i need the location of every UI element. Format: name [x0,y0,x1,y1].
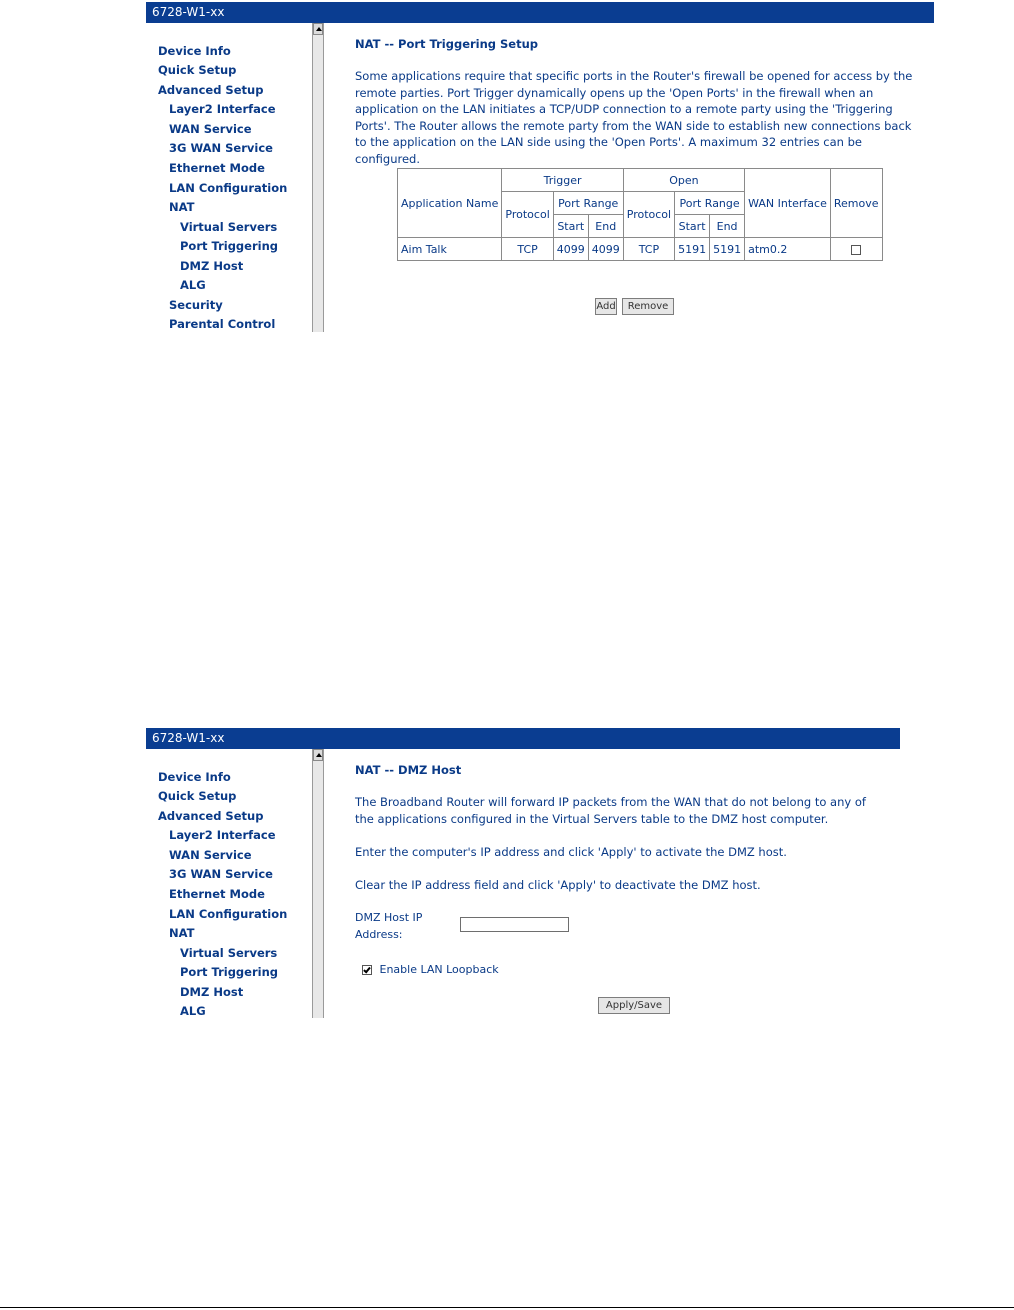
nav-virtual-servers[interactable]: Virtual Servers [180,946,278,960]
port-triggering-screenshot [146,2,934,332]
nav-3g-wan-service[interactable]: 3G WAN Service [169,867,273,881]
col-header-remove: Remove [830,169,882,238]
nav-layer2-interface[interactable]: Layer2 Interface [169,102,276,116]
remove-button[interactable]: Remove [622,298,674,315]
nav-device-info[interactable]: Device Info [158,770,231,784]
col-header-open-end: End [710,215,745,238]
col-header-trigger-start: Start [553,215,588,238]
cell-wan-interface: atm0.2 [745,238,831,261]
loopback-label: Enable LAN Loopback [379,963,499,976]
scroll-up-arrow-icon[interactable] [313,749,323,761]
nav-layer2-interface[interactable]: Layer2 Interface [169,828,276,842]
nav-ethernet-mode[interactable]: Ethernet Mode [169,161,265,175]
cell-open-start: 5191 [675,238,710,261]
cell-application-name: Aim Talk [398,238,502,261]
window-title-bar [146,728,900,749]
col-header-open-port-range: Port Range [675,192,745,215]
page-title: NAT -- DMZ Host [355,763,462,777]
nav-parental-control[interactable]: Parental Control [169,317,276,331]
nav-lan-configuration[interactable]: LAN Configuration [169,907,288,921]
window-title: 6728-W1-xx [152,5,225,19]
table-row [398,238,883,261]
col-header-open-start: Start [675,215,710,238]
cell-trigger-protocol: TCP [502,238,553,261]
col-header-trigger: Trigger [502,169,623,192]
dmz-ip-label-line1: DMZ Host IP [355,911,423,924]
apply-save-button[interactable]: Apply/Save [598,997,670,1014]
nav-advanced-setup[interactable]: Advanced Setup [158,83,264,97]
window-title-bar [146,2,934,23]
nav-dmz-host[interactable]: DMZ Host [180,985,244,999]
nav-3g-wan-service[interactable]: 3G WAN Service [169,141,273,155]
remove-checkbox[interactable] [851,245,861,255]
dmz-ip-label-line2: Address: [355,927,403,941]
nav-quick-setup[interactable]: Quick Setup [158,63,237,77]
sidebar-scrollbar[interactable] [312,23,324,332]
col-header-trigger-port-range: Port Range [553,192,623,215]
nav-security[interactable]: Security [169,298,223,312]
page-bottom-rule [0,1307,1014,1308]
dmz-host-screenshot [146,728,900,1018]
loopback-row [362,963,499,976]
nav-ethernet-mode[interactable]: Ethernet Mode [169,887,265,901]
nav-lan-configuration[interactable]: LAN Configuration [169,181,288,195]
nav-wan-service[interactable]: WAN Service [169,122,252,136]
nav-nat[interactable]: NAT [169,926,195,940]
col-header-trigger-end: End [588,215,623,238]
nav-nat[interactable]: NAT [169,200,195,214]
loopback-checkbox[interactable] [362,965,372,975]
col-header-application-name: Application Name [398,169,502,238]
scroll-up-arrow-icon[interactable] [313,23,323,35]
page-title: NAT -- Port Triggering Setup [355,37,539,51]
col-header-open: Open [623,169,744,192]
nav-wan-service[interactable]: WAN Service [169,848,252,862]
activate-instructions: Enter the computer's IP address and click 'Apply' to activate the DMZ host. [355,845,787,859]
nav-port-triggering[interactable]: Port Triggering [180,965,278,979]
cell-open-protocol: TCP [623,238,674,261]
dmz-ip-label [355,910,422,943]
nav-virtual-servers[interactable]: Virtual Servers [180,220,278,234]
window-title: 6728-W1-xx [152,731,225,745]
nav-dmz-host[interactable]: DMZ Host [180,259,244,273]
sidebar-scrollbar[interactable] [312,749,324,1018]
nav-port-triggering[interactable]: Port Triggering [180,239,278,253]
nav-quick-setup[interactable]: Quick Setup [158,789,237,803]
cell-trigger-end: 4099 [588,238,623,261]
nav-alg[interactable]: ALG [180,278,206,292]
col-header-wan-interface: WAN Interface [745,169,831,238]
deactivate-instructions: Clear the IP address field and click 'Apply' to deactivate the DMZ host. [355,878,761,892]
cell-remove [830,238,882,261]
port-triggering-table [397,168,883,261]
cell-open-end: 5191 [710,238,745,261]
add-button[interactable]: Add [595,298,617,315]
col-header-trigger-protocol: Protocol [502,192,553,238]
dmz-ip-input[interactable] [460,917,569,932]
col-header-open-protocol: Protocol [623,192,674,238]
description-text: Some applications require that specific ports in the Router's firewall be opened for access by the remote parties. Port Trigger dynamically opens up the 'Open Ports' in the firewall when an application on the LAN initiates a TCP/UDP connection to a remote party using the 'Triggering Ports'. The Router allows the remote party from the WAN side to establish new connections back to the application on the LAN side using the 'Open Ports'. A maximum 32 entries can be configured. [355,69,913,166]
description-text: The Broadband Router will forward IP packets from the WAN that do not belong to any of the applications configured in the Virtual Servers table to the DMZ host computer. [355,795,866,826]
nav-advanced-setup[interactable]: Advanced Setup [158,809,264,823]
nav-device-info[interactable]: Device Info [158,44,231,58]
nav-alg[interactable]: ALG [180,1004,206,1018]
cell-trigger-start: 4099 [553,238,588,261]
